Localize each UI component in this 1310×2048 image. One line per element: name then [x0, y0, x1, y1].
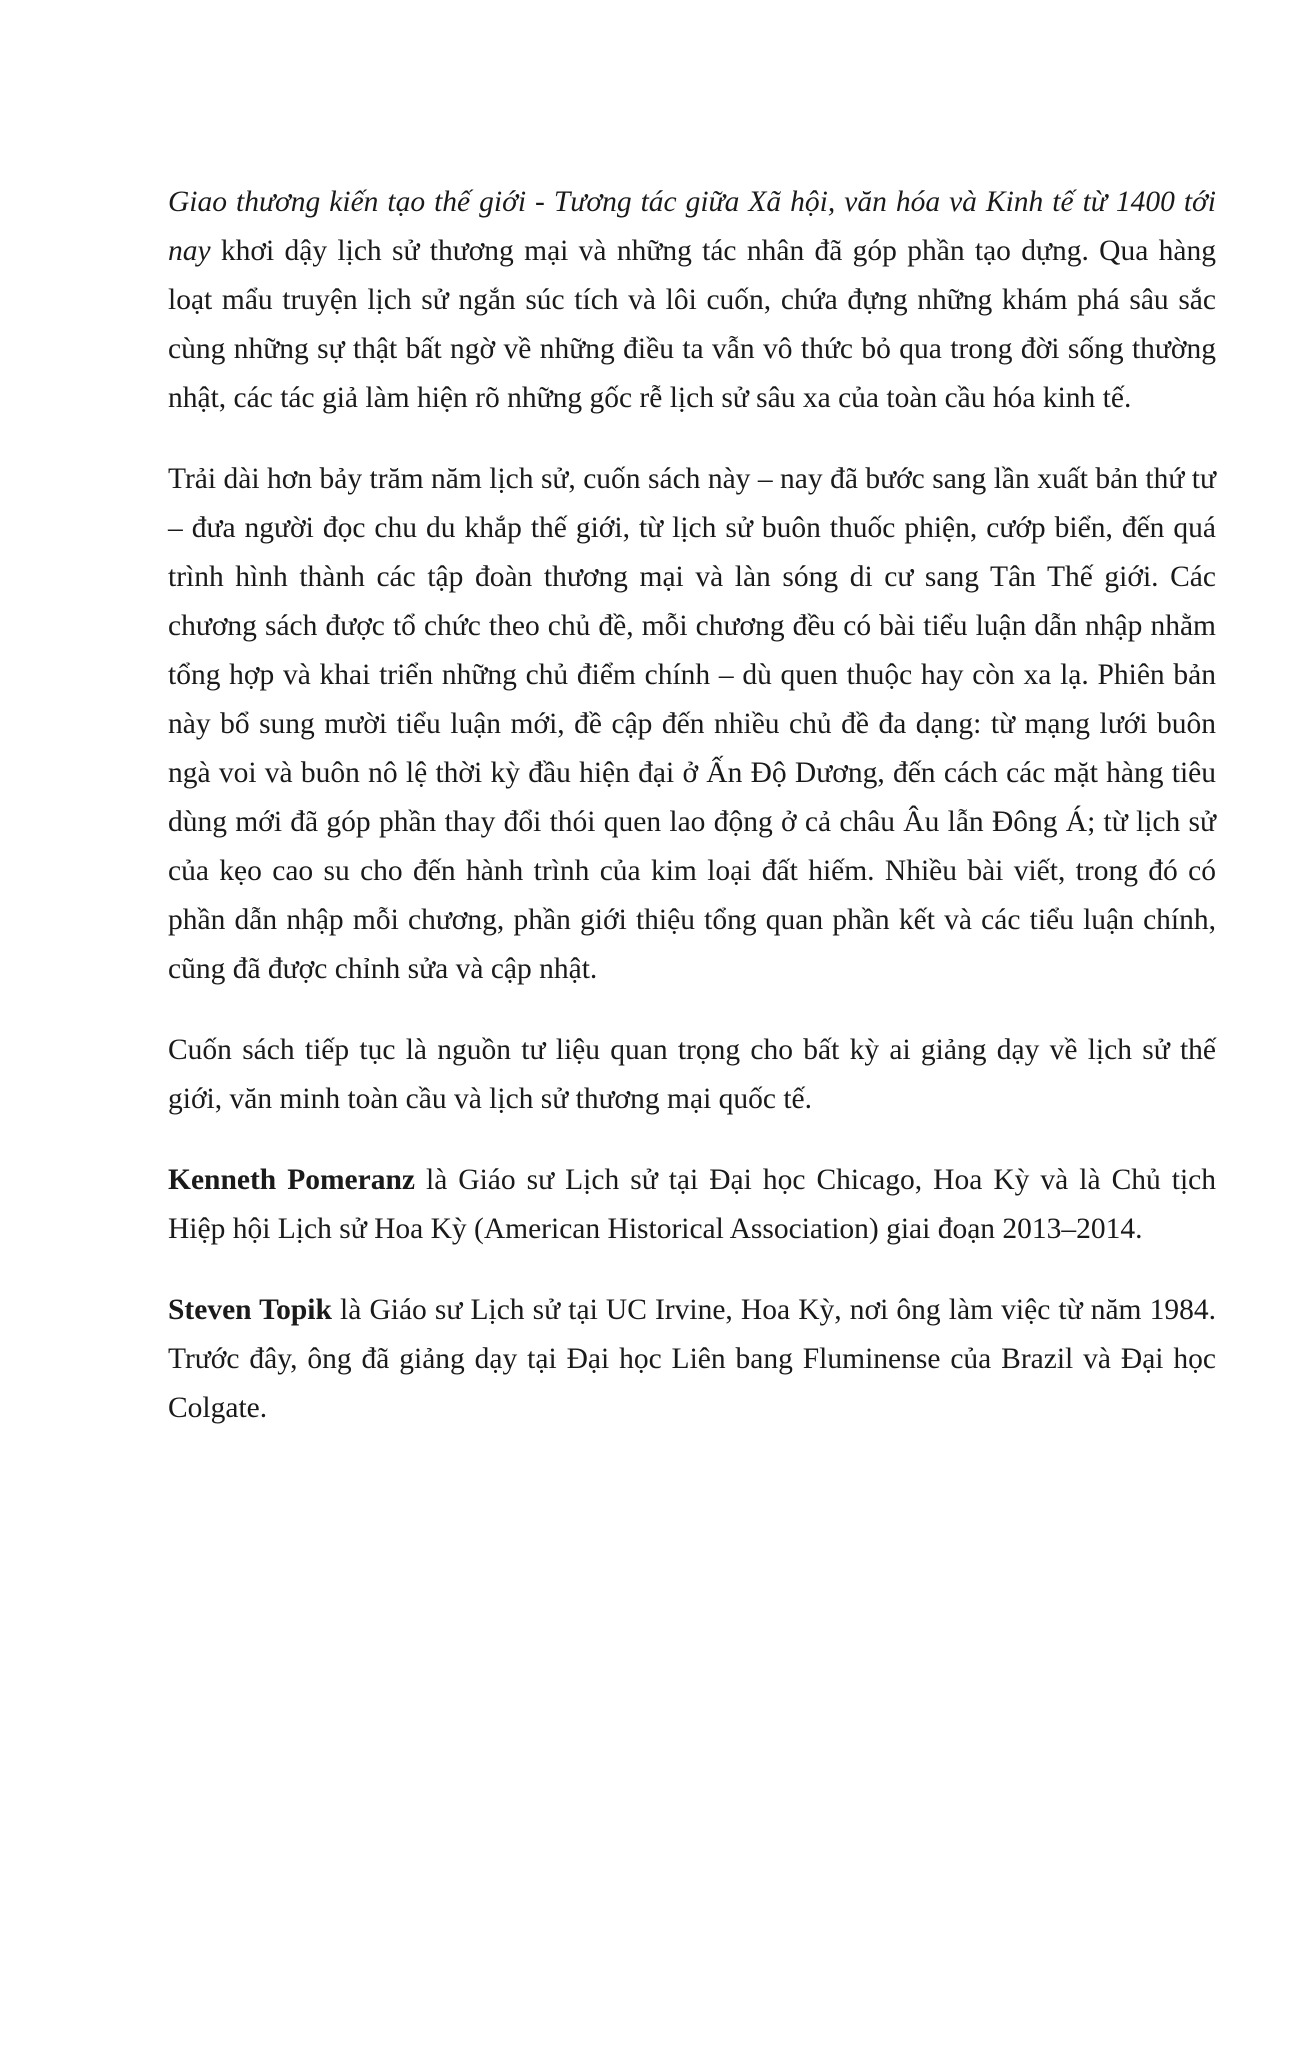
intro-paragraph	[168, 178, 1216, 423]
author-name-topik: Steven Topik	[168, 1294, 332, 1326]
intro-text: khơi dậy lịch sử thương mại và những tác nhân đã góp phần tạo dựng. Qua hàng loạt mẩu truyện lịch sử ngắn súc tích và lôi cuốn, chứa đựng những khám phá sâu sắc cùng những sự thật bất ngờ về những điều ta vẫn vô thức bỏ qua trong đời sống thường nhật, các tác giả làm hiện rõ những gốc rễ lịch sử sâu xa của toàn cầu hóa kinh tế.	[168, 235, 1216, 414]
overview-paragraph	[168, 455, 1216, 994]
author-bio-text-topik: là Giáo sư Lịch sử tại UC Irvine, Hoa Kỳ, nơi ông làm việc từ năm 1984. Trước đây, ông đã giảng dạy tại Đại học Liên bang Fluminense của Brazil và Đại học Colgate.	[168, 1294, 1217, 1424]
overview-text: Trải dài hơn bảy trăm năm lịch sử, cuốn sách này – nay đã bước sang lần xuất bản thứ tư – đưa người đọc chu du khắp thế giới, từ lịch sử buôn thuốc phiện, cướp biển, đến quá trình hình thành các tập đoàn thương mại và làn sóng di cư sang Tân Thế giới. Các chương sách được tổ chức theo chủ đề, mỗi chương đều có bài tiểu luận dẫn nhập nhằm tổng hợp và khai triển những chủ điểm chính – dù quen thuộc hay còn xa lạ. Phiên bản này bổ sung mười tiểu luận mới, đề cập đến nhiều chủ đề đa dạng: từ mạng lưới buôn ngà voi và buôn nô lệ thời kỳ đầu hiện đại ở Ấn Độ Dương, đến cách các mặt hàng tiêu dùng mới đã góp phần thay đổi thói quen lao động ở cả châu Âu lẫn Đông Á; từ lịch sử của kẹo cao su cho đến hành trình của kim loại đất hiếm. Nhiều bài viết, trong đó có phần dẫn nhập mỗi chương, phần giới thiệu tổng quan phần kết và các tiểu luận chính, cũng đã được chỉnh sửa và cập nhật.	[168, 463, 1216, 985]
author-bio-pomeranz	[168, 1156, 1216, 1254]
author-bio-text-pomeranz: là Giáo sư Lịch sử tại Đại học Chicago, Hoa Kỳ và là Chủ tịch Hiệp hội Lịch sử Hoa Kỳ (American Historical Association) giai đoạn 2013–2014.	[168, 1164, 1216, 1245]
author-name-pomeranz: Kenneth Pomeranz	[168, 1164, 415, 1196]
author-bio-topik	[168, 1286, 1216, 1433]
page-body	[168, 178, 1216, 1465]
resource-text: Cuốn sách tiếp tục là nguồn tư liệu quan trọng cho bất kỳ ai giảng dạy về lịch sử thế giới, văn minh toàn cầu và lịch sử thương mại quốc tế.	[168, 1034, 1216, 1115]
resource-paragraph	[168, 1026, 1216, 1124]
book-title-italic: Giao thương kiến tạo thế giới - Tương tác giữa Xã hội, văn hóa và Kinh tế từ 1400 tới nay	[168, 186, 1216, 267]
